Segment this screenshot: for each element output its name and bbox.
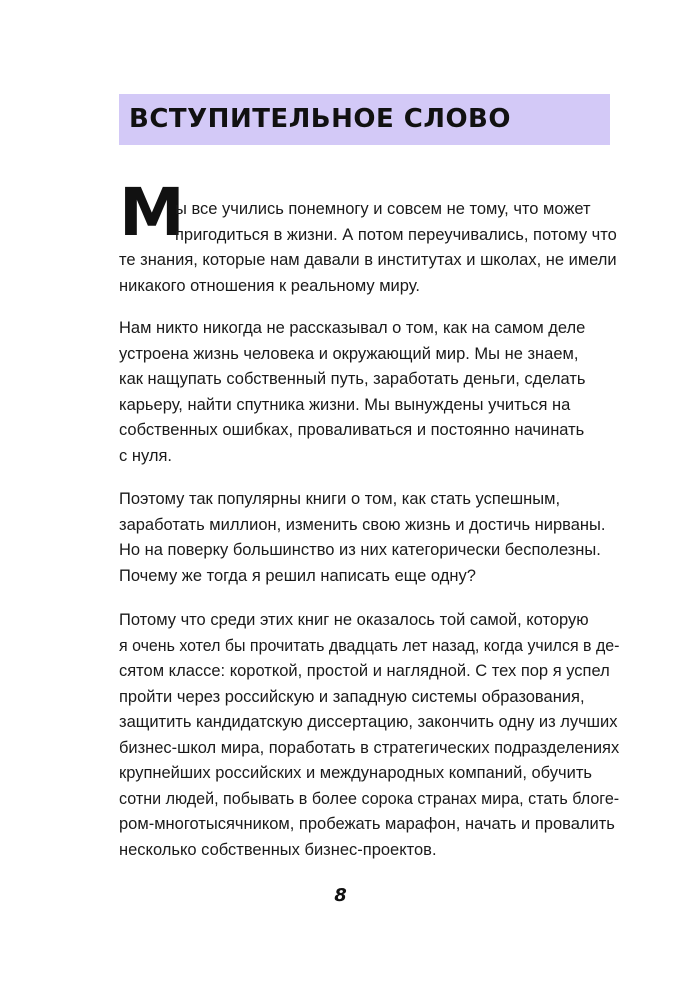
paragraph-line: пройти через российскую и западную системы образования, [119,687,585,706]
paragraph-1 [119,197,617,299]
paragraph-line: Потому что среди этих книг не оказалось той самой, которую [119,611,589,629]
paragraph-line: карьеру, найти спутника жизни. Мы вынуждены учиться на [119,395,571,414]
paragraph-line: сятом классе: короткой, простой и наглядной. С тех пор я успел [119,662,610,680]
paragraph-line: ром-многотысячником, пробежать марафон, начать и провалить [119,815,615,833]
paragraph-line: как нащупать собственный путь, заработать деньги, сделать [119,370,586,388]
paragraph-4 [119,608,620,863]
paragraph-line: пригодиться в жизни. А потом переучивались, потому что [175,225,617,244]
paragraph-line: ы все учились понемногу и совсем не тому, что может [175,200,591,218]
paragraph-line: устроена жизнь человека и окружающий мир. Мы не знаем, [119,344,579,363]
paragraph-line: бизнес-школ мира, поработать в стратегических подразделениях [119,738,620,757]
paragraph-line: с нуля. [119,446,172,465]
chapter-title: ВСТУПИТЕЛЬНОЕ СЛОВО [129,104,511,134]
paragraph-3 [119,487,606,589]
paragraph-line: я очень хотел бы прочитать двадцать лет назад, когда учился в де- [119,636,620,655]
paragraph-line: Нам никто никогда не рассказывал о том, как на самом деле [119,319,586,337]
drop-cap: М [119,174,185,251]
paragraph-line: защитить кандидатскую диссертацию, закончить одну из лучших [119,713,618,731]
paragraph-line: заработать миллион, изменить свою жизнь и достичь нирваны. [119,515,606,534]
paragraph-line: крупнейших российских и международных компаний, обучить [119,764,592,782]
chapter-title-banner [119,94,610,145]
paragraph-line: несколько собственных бизнес-проектов. [119,840,437,859]
paragraph-line: никакого отношения к реальному миру. [119,276,420,295]
paragraph-line: Но на поверку большинство из них категорически бесполезны. [119,541,601,559]
paragraph-2 [119,316,599,469]
page-number: 8 [334,885,347,906]
paragraph-line: те знания, которые нам давали в институтах и школах, не имели [119,251,617,269]
paragraph-line: сотни людей, побывать в более сорока странах мира, стать блоге- [119,789,620,808]
paragraph-line: Почему же тогда я решил написать еще одну? [119,566,476,585]
paragraph-line: собственных ошибках, проваливаться и постоянно начинать [119,421,585,439]
paragraph-line: Поэтому так популярны книги о том, как стать успешным, [119,490,561,508]
